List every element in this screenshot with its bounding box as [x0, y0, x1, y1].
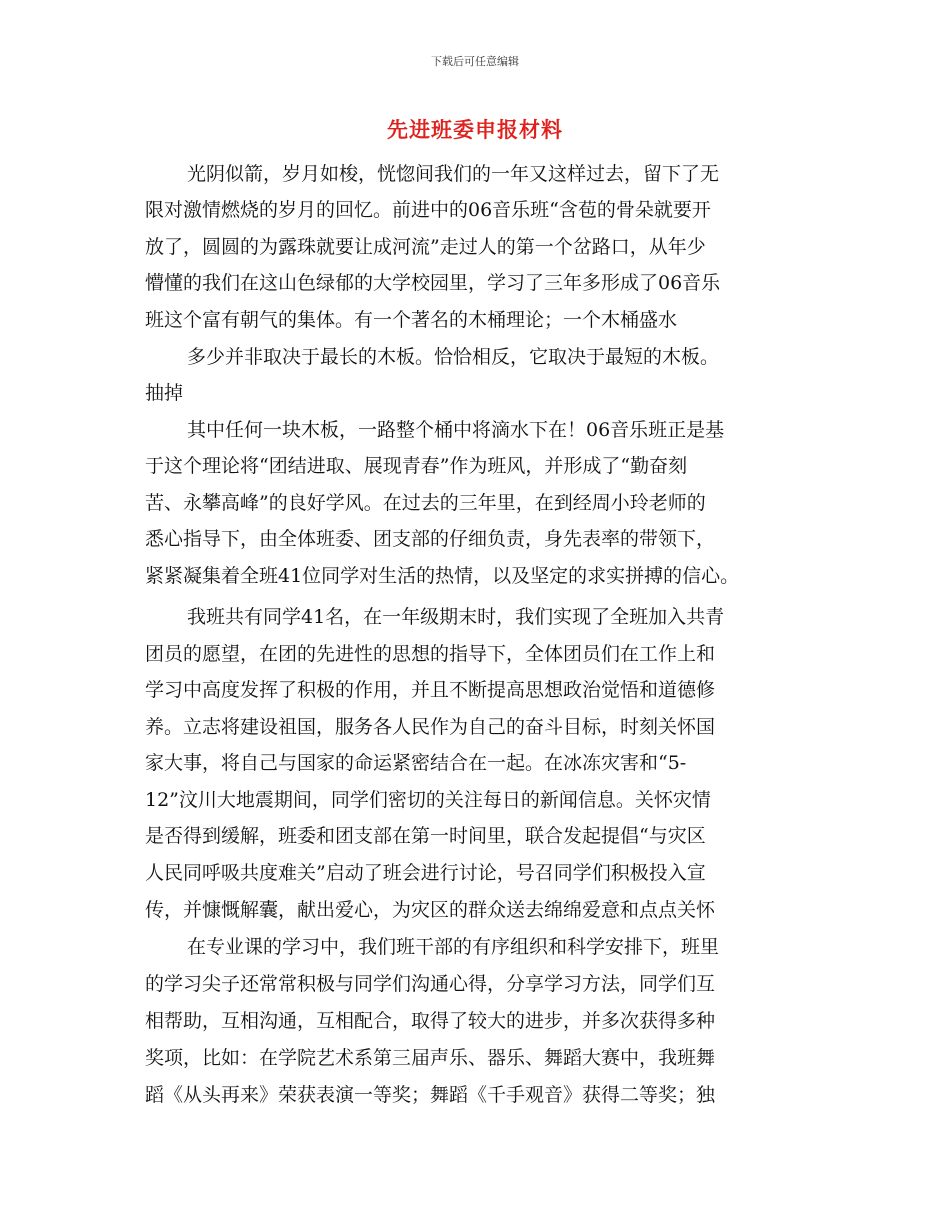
text-line: 奖项，比如：在学院艺术系第三届声乐、器乐、舞蹈大赛中，我班舞	[145, 1047, 716, 1069]
text-line: 紧紧凝集着全班41位同学对生活的热情，以及坚定的求实拼搏的信心。	[145, 565, 740, 587]
text-line: 学习中高度发挥了积极的作用，并且不断提高思想政治觉悟和道德修	[145, 679, 716, 701]
text-line: 养。立志将建设祖国，服务各人民作为自己的奋斗目标，时刻关怀国	[145, 716, 716, 738]
text-line: 其中任何一块木板，一路整个桶中将滴水下在！06音乐班正是基	[187, 419, 725, 441]
text-line: 苦、永攀高峰”的良好学风。在过去的三年里，在到经周小玲老师的	[145, 492, 706, 514]
text-line: 12”汶川大地震期间，同学们密切的关注每日的新闻信息。关怀灾情	[145, 789, 711, 811]
text-line: 悉心指导下，由全体班委、团支部的仔细负责，身先表率的带领下，	[145, 528, 716, 550]
text-line: 团员的愿望，在团的先进性的思想的指导下，全体团员们在工作上和	[145, 643, 716, 665]
text-line: 的学习尖子还常常积极与同学们沟通心得，分享学习方法，同学们互	[145, 973, 716, 995]
text-line: 班这个富有朝气的集体。有一个著名的木桶理论；一个木桶盛水	[145, 309, 678, 331]
text-line: 家大事，将自己与国家的命运紧密结合在一起。在冰冻灾害和“5-	[145, 752, 687, 774]
text-line: 多少并非取决于最长的木板。恰恰相反，它取决于最短的木板。	[187, 346, 720, 368]
text-line: 在专业课的学习中，我们班干部的有序组织和科学安排下，班里	[187, 936, 720, 958]
text-line: 抽掉	[145, 382, 184, 404]
text-line: 光阴似箭，岁月如梭，恍惚间我们的一年又这样过去，留下了无	[187, 163, 720, 185]
text-line: 是否得到缓解，班委和团支部在第一时间里，联合发起提倡“与灾区	[145, 825, 706, 847]
text-line: 限对激情燃烧的岁月的回忆。前进中的06音乐班“含苞的骨朵就要开	[145, 199, 711, 221]
text-line: 相帮助，互相沟通，互相配合，取得了较大的进步，并多次获得多种	[145, 1010, 716, 1032]
text-line: 我班共有同学41名，在一年级期末时，我们实现了全班加入共青	[187, 606, 725, 628]
text-line: 放了，圆圆的为露珠就要让成河流”走过人的第一个岔路口，从年少	[145, 236, 706, 258]
text-line: 蹈《从头再来》荣获表演一等奖；舞蹈《千手观音》获得二等奖；独	[145, 1084, 716, 1106]
text-line: 人民同呼吸共度难关”启动了班会进行讨论，号召同学们积极投入宣	[145, 862, 706, 884]
text-line: 懵懂的我们在这山色绿郁的大学校园里，学习了三年多形成了06音乐	[145, 272, 721, 294]
document-title: 先进班委申报材料	[387, 117, 563, 142]
page-header: 下载后可任意编辑	[431, 55, 519, 68]
text-line: 于这个理论将“团结进取、展现青春”作为班风，并形成了“勤奋刻	[145, 455, 688, 477]
text-line: 传，并慷慨解囊，献出爱心，为灾区的群众送去绵绵爱意和点点关怀	[145, 899, 716, 921]
